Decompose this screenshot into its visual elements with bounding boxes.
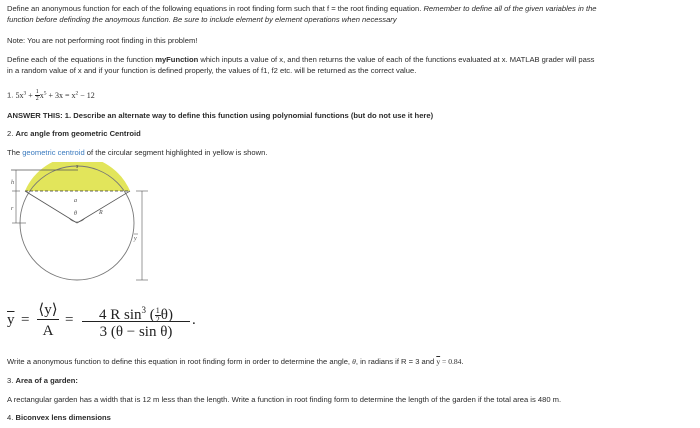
write-ybar: $\overline{y}$ (436, 357, 441, 366)
formula-paren-open: ( (149, 307, 155, 323)
theta-arc (69, 218, 85, 222)
write-prefix: Write a anonymous function to define this equation in root finding form in order to determine the angle, (7, 357, 353, 366)
centroid-text (7, 148, 692, 158)
label-s: s (76, 164, 79, 170)
item-4-title: Biconvex lens dimensions (15, 413, 111, 422)
label-r: r (11, 206, 14, 212)
formula-y-average: ⟨y⟩ (38, 302, 58, 318)
write-function-text (7, 357, 692, 367)
equation-1 (7, 85, 692, 101)
eq-term-1: 5x (15, 90, 24, 100)
eq-exp-2: 5 (43, 90, 47, 96)
eq-rest: + 3x = x (48, 90, 76, 100)
formula-num-main: 4 R sin (99, 307, 142, 323)
eq-exp-1: 3 (23, 90, 27, 96)
item-3-number: 3. (7, 376, 14, 385)
formula-num-exp: 3 (141, 305, 147, 315)
define-line-1 (7, 55, 692, 65)
intro-italic: Remember to define all of the given variables in the (423, 4, 597, 13)
item-2-number: 2. (7, 129, 14, 138)
label-a: a (74, 198, 77, 204)
eq-term-2: x (39, 90, 44, 100)
write-mid: , in radians if R = 3 and (355, 357, 437, 366)
centroid-formula (7, 299, 267, 351)
formula-half-num: 1 (155, 306, 160, 316)
eq-tail: − 12 (80, 90, 95, 100)
item-3-title: Area of a garden: (15, 376, 78, 385)
define-text: Define each of the equations in the function (7, 55, 156, 64)
item-4-number: 4. (7, 413, 14, 422)
intro-text: Define an anonymous function for each of the following equations in root finding form such that f = the root finding equation. (7, 4, 424, 13)
write-theta: θ (352, 357, 356, 366)
answer-prompt: ANSWER THIS: 1. Describe an alternate way to define this function using polynomial functions (but do not use it here) (7, 111, 434, 120)
equation-1-expression (15, 89, 95, 103)
function-name: myFunction (155, 55, 199, 64)
label-ybar: y (134, 236, 137, 242)
define-text-suffix: which inputs a value of x, and then returns the value of each of the functions evaluated at x. MATLAB grader will pass (198, 55, 595, 64)
formula-denominator: 3 (θ − sin θ) (99, 324, 173, 340)
label-R: R (99, 210, 103, 216)
centroid-prefix: The (7, 148, 23, 157)
item-2-heading (7, 129, 692, 139)
intro-line-1 (7, 4, 692, 14)
formula-equals-2: = (65, 312, 74, 328)
item-2-title: Arc angle from geometric Centroid (15, 129, 141, 138)
write-tail: = 0.84. (440, 357, 464, 366)
formula-period: . (192, 312, 196, 328)
formula-numerator (82, 299, 190, 325)
label-theta: θ (74, 211, 77, 217)
eq-frac-num: 1 (35, 89, 39, 96)
circular-segment-diagram (8, 162, 158, 289)
eq-exp-3: 2 (75, 90, 79, 96)
formula-paren-close: θ) (160, 307, 173, 323)
item-3-text: A rectangular garden has a width that is 12 m less than the length. Write a function in root finding form to determine the length of the garden if the total area is 480 m. (7, 395, 562, 404)
label-h: h (11, 180, 14, 186)
eq-plus: + (28, 90, 33, 100)
formula-ybar: $\overline{y}$ (7, 312, 15, 328)
equation-number: 1. (7, 90, 14, 100)
eq-frac-den: 2 (35, 96, 39, 103)
geometric-centroid-link[interactable]: geometric centroid (22, 148, 85, 157)
intro-line-2: function before definding the anoymous function. Be sure to include element by element operations when necessary (7, 15, 397, 24)
item-4-heading (7, 413, 692, 423)
item-3-heading (7, 376, 692, 386)
note-text: Note: You are not performing root finding in this problem! (7, 36, 198, 45)
define-line-2: in a random value of x and if your function is defined properly, the values of f1, f2 etc. will be returned as the correct value. (7, 66, 417, 75)
centroid-suffix: of the circular segment highlighted in yellow is shown. (84, 148, 268, 157)
formula-area: A (42, 323, 54, 339)
formula-equals-1: = (21, 312, 30, 328)
formula-half-den: 2 (155, 315, 160, 325)
